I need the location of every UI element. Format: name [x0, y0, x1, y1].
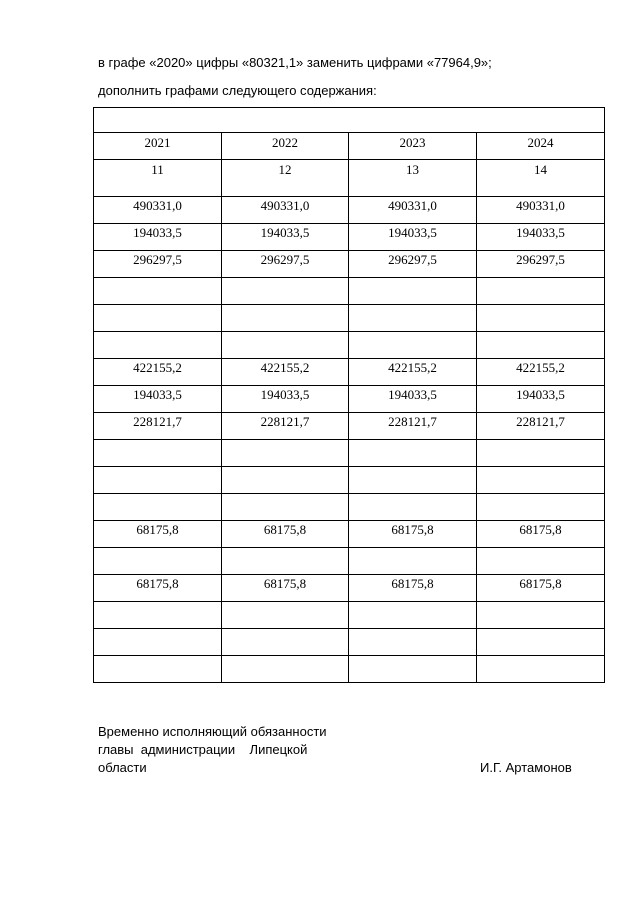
table-cell: 296297,5	[94, 251, 222, 278]
table-cell: 422155,2	[477, 359, 605, 386]
table-cell	[222, 305, 349, 332]
signatory-name: И.Г. Артамонов	[480, 760, 572, 775]
table-cell	[94, 656, 222, 683]
table-cell	[94, 278, 222, 305]
table-cell	[222, 278, 349, 305]
column-number-cell: 14	[477, 160, 605, 197]
signatory-title-line2: главы администрации Липецкой	[98, 742, 308, 757]
table-row	[94, 521, 605, 548]
table-cell: 228121,7	[94, 413, 222, 440]
table-row	[94, 224, 605, 251]
table-cell: 296297,5	[349, 251, 477, 278]
table-row	[94, 332, 605, 359]
table-cell	[222, 332, 349, 359]
table-cell: 68175,8	[349, 521, 477, 548]
table-cell: 194033,5	[222, 224, 349, 251]
table-cell: 194033,5	[349, 386, 477, 413]
table-cell	[477, 467, 605, 494]
table-cell	[349, 548, 477, 575]
table-cell	[349, 629, 477, 656]
table-cell	[222, 602, 349, 629]
table-row	[94, 359, 605, 386]
table-cell: 228121,7	[477, 413, 605, 440]
table-cell: 194033,5	[349, 224, 477, 251]
table-cell	[349, 467, 477, 494]
table-cell	[94, 467, 222, 494]
table-cell	[94, 440, 222, 467]
column-number-cell: 13	[349, 160, 477, 197]
year-header-cell: 2021	[94, 133, 222, 160]
table-cell	[477, 629, 605, 656]
table-cell	[349, 494, 477, 521]
amendment-text: в графе «2020» цифры «80321,1» заменить цифрами «77964,9»;	[98, 55, 492, 70]
table-cell	[222, 656, 349, 683]
table-cell: 68175,8	[94, 521, 222, 548]
table-cell: 68175,8	[222, 521, 349, 548]
table-cell: 490331,0	[94, 197, 222, 224]
table-cell	[477, 305, 605, 332]
data-table	[93, 107, 605, 683]
table-cell: 68175,8	[477, 575, 605, 602]
table-header-blank-cell	[94, 108, 605, 133]
table-row	[94, 278, 605, 305]
table-cell: 422155,2	[349, 359, 477, 386]
table-cell: 194033,5	[477, 386, 605, 413]
table-cell: 194033,5	[94, 386, 222, 413]
table-cell: 296297,5	[477, 251, 605, 278]
table-row	[94, 305, 605, 332]
table-cell	[222, 548, 349, 575]
table-row	[94, 494, 605, 521]
table-cell	[477, 440, 605, 467]
table-cell	[94, 494, 222, 521]
table-cell: 490331,0	[222, 197, 349, 224]
table-cell: 194033,5	[477, 224, 605, 251]
column-number-cell: 11	[94, 160, 222, 197]
table-cell	[94, 332, 222, 359]
table-column-number-row	[94, 160, 605, 197]
table-cell	[349, 332, 477, 359]
year-header-cell: 2023	[349, 133, 477, 160]
table-header-blank-row	[94, 108, 605, 133]
table-cell	[94, 602, 222, 629]
table-cell: 490331,0	[477, 197, 605, 224]
table-cell: 422155,2	[94, 359, 222, 386]
supplement-text: дополнить графами следующего содержания:	[98, 83, 377, 98]
table-row	[94, 575, 605, 602]
table-cell: 68175,8	[477, 521, 605, 548]
table-row	[94, 251, 605, 278]
year-header-cell: 2022	[222, 133, 349, 160]
table-cell	[477, 494, 605, 521]
table-row	[94, 197, 605, 224]
table-cell	[349, 440, 477, 467]
table-cell: 228121,7	[349, 413, 477, 440]
year-header-cell: 2024	[477, 133, 605, 160]
table-cell	[94, 629, 222, 656]
table-cell: 68175,8	[222, 575, 349, 602]
table-cell	[349, 602, 477, 629]
table-cell	[477, 332, 605, 359]
table-row	[94, 413, 605, 440]
table-cell: 422155,2	[222, 359, 349, 386]
table-cell: 194033,5	[222, 386, 349, 413]
table-row	[94, 440, 605, 467]
table-row	[94, 548, 605, 575]
table-cell	[477, 278, 605, 305]
table-cell	[222, 467, 349, 494]
table-year-row	[94, 133, 605, 160]
signatory-title-line1: Временно исполняющий обязанности	[98, 724, 327, 739]
table-cell: 68175,8	[94, 575, 222, 602]
table-cell	[94, 305, 222, 332]
table-cell	[94, 548, 222, 575]
table-row	[94, 386, 605, 413]
table-cell: 490331,0	[349, 197, 477, 224]
table-row	[94, 656, 605, 683]
data-table-body	[94, 108, 605, 683]
table-row	[94, 602, 605, 629]
table-cell	[222, 494, 349, 521]
table-cell	[477, 656, 605, 683]
table-row	[94, 629, 605, 656]
table-cell: 194033,5	[94, 224, 222, 251]
table-cell	[477, 548, 605, 575]
signatory-title-line3: области	[98, 760, 147, 775]
table-cell: 296297,5	[222, 251, 349, 278]
table-cell: 68175,8	[349, 575, 477, 602]
table-cell	[477, 602, 605, 629]
table-cell	[349, 278, 477, 305]
table-cell	[222, 440, 349, 467]
table-cell	[349, 656, 477, 683]
table-cell	[349, 305, 477, 332]
table-cell	[222, 629, 349, 656]
table-row	[94, 467, 605, 494]
table-cell: 228121,7	[222, 413, 349, 440]
column-number-cell: 12	[222, 160, 349, 197]
